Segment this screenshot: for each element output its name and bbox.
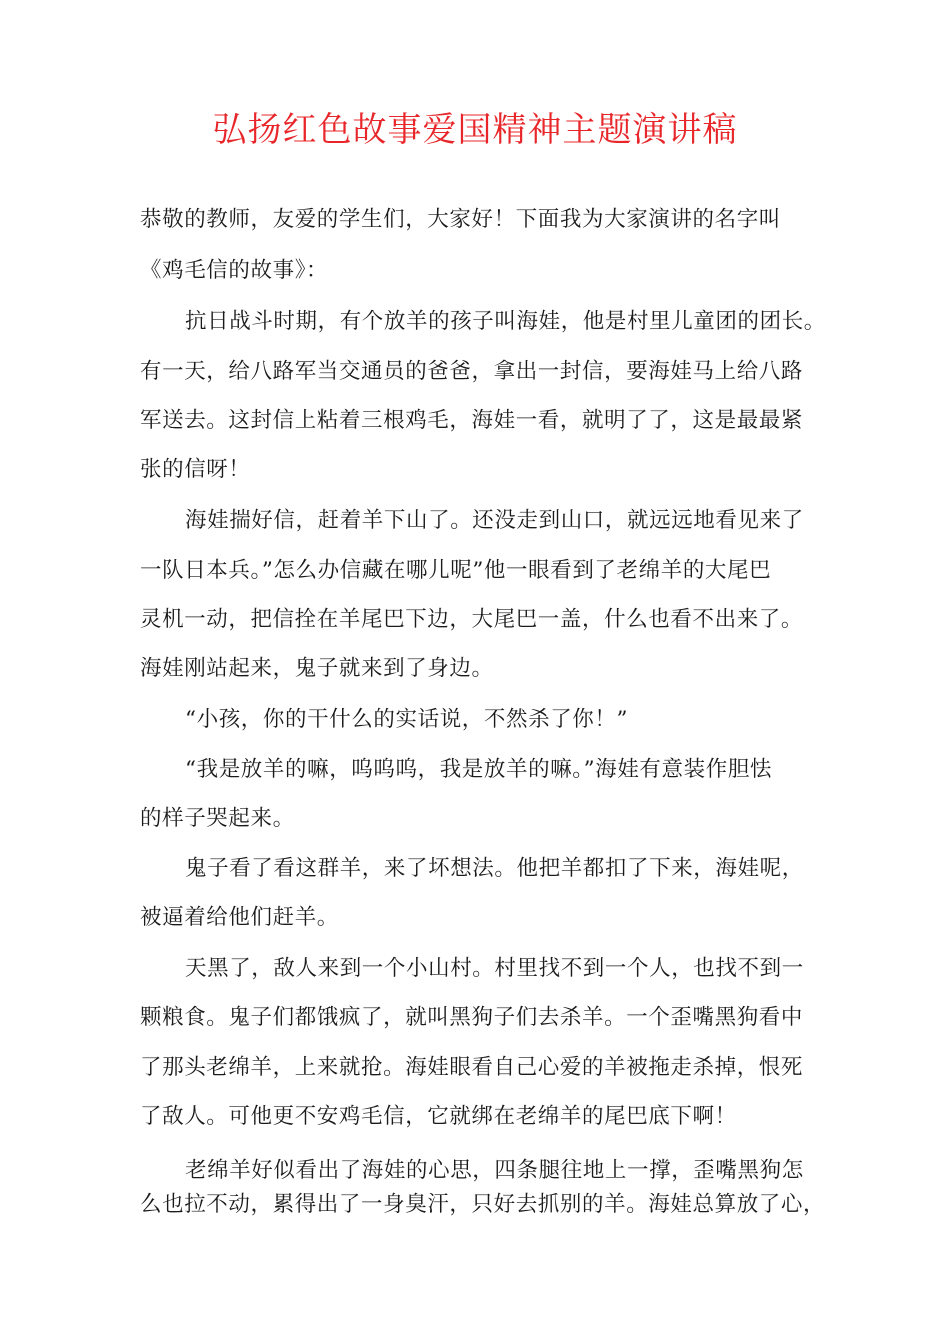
paragraph-line: 老绵羊好似看出了海娃的心思，四条腿往地上一撑，歪嘴黑狗怎 bbox=[185, 1158, 804, 1183]
paragraph-line: 颗粮食。鬼子们都饿疯了，就叫黑狗子们去杀羊。一个歪嘴黑狗看中 bbox=[140, 1005, 804, 1030]
paragraph-line: 有一天，给八路军当交通员的爸爸，拿出一封信，要海娃马上给八路 bbox=[140, 359, 804, 384]
paragraph-line: 的样子哭起来。 bbox=[140, 806, 295, 831]
paragraph-line: 恭敬的教师，友爱的学生们，大家好！下面我为大家演讲的名字叫 bbox=[140, 207, 781, 232]
paragraph-line: 海娃揣好信，赶着羊下山了。还没走到山口，就远远地看见来了 bbox=[185, 508, 804, 533]
paragraph-line: 灵机一动，把信拴在羊尾巴下边，大尾巴一盖，什么也看不出来了。 bbox=[140, 607, 804, 632]
paragraph-line: 一队日本兵。”怎么办信藏在哪儿呢”他一眼看到了老绵羊的大尾巴 bbox=[140, 558, 772, 583]
paragraph-line: 被逼着给他们赶羊。 bbox=[140, 905, 339, 930]
document-title: 弘扬红色故事爱国精神主题演讲稿 bbox=[212, 110, 738, 150]
paragraph-line: 《鸡毛信的故事》： bbox=[140, 258, 329, 283]
paragraph-line: 军送去。这封信上粘着三根鸡毛，海娃一看，就明了了，这是最最紧 bbox=[140, 408, 804, 433]
paragraph-line: 张的信呀！ bbox=[140, 457, 251, 482]
paragraph-line: 海娃刚站起来，鬼子就来到了身边。 bbox=[140, 656, 494, 681]
paragraph-line: “小孩，你的干什么的实话说，不然杀了你！” bbox=[185, 707, 629, 732]
paragraph-line: 鬼子看了看这群羊，来了坏想法。他把羊都扣了下来，海娃呢， bbox=[185, 856, 804, 881]
paragraph-line: 了那头老绵羊，上来就抢。海娃眼看自己心爱的羊被拖走杀掉，恨死 bbox=[140, 1055, 804, 1080]
paragraph-line: 了敌人。可他更不安鸡毛信，它就绑在老绵羊的尾巴底下啊！ bbox=[140, 1104, 737, 1129]
paragraph-line: “我是放羊的嘛，呜呜呜，我是放羊的嘛。”海娃有意装作胆怯 bbox=[185, 757, 773, 782]
paragraph-line: 天黑了，敌人来到一个小山村。村里找不到一个人，也找不到一 bbox=[185, 956, 804, 981]
paragraph-line: 抗日战斗时期，有个放羊的孩子叫海娃，他是村里儿童团的团长。 bbox=[185, 309, 826, 334]
paragraph-line: 么也拉不动，累得出了一身臭汗，只好去抓别的羊。海娃总算放了心， bbox=[140, 1192, 826, 1217]
